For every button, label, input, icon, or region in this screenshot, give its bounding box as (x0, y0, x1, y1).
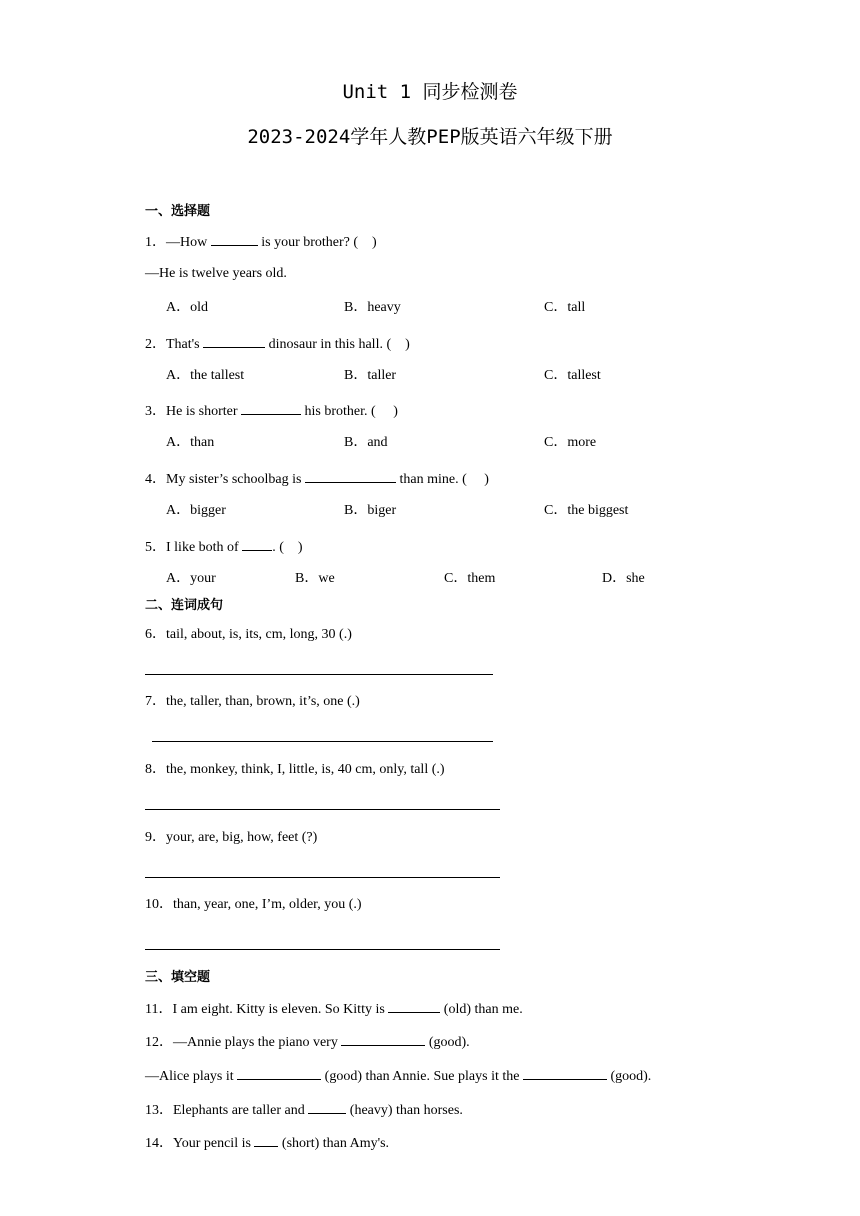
option-a[interactable]: A．bigger (166, 503, 226, 518)
question-text-before: That's (166, 337, 200, 352)
question-text: the, monkey, think, I, little, is, 40 cm, only, tall (.) (166, 762, 445, 777)
answer-blank[interactable] (523, 1065, 607, 1080)
question-text-after: his brother. ( ) (304, 404, 398, 419)
answer-blank[interactable] (308, 1099, 346, 1114)
question-number: 14． (145, 1136, 173, 1151)
answer-blank[interactable] (211, 231, 258, 246)
answer-line[interactable] (145, 674, 493, 675)
option-b[interactable]: B．biger (344, 503, 397, 518)
question-text: tail, about, is, its, cm, long, 30 (.) (166, 627, 352, 642)
option-a[interactable]: A．old (166, 300, 208, 315)
question-9 (145, 829, 317, 847)
option-c[interactable]: C．the biggest (544, 503, 629, 518)
answer-blank[interactable] (241, 400, 301, 415)
question-12 (145, 1031, 470, 1052)
question-number: 10． (145, 897, 173, 912)
question-text-after: dinosaur in this hall. ( ) (268, 337, 410, 352)
answer-blank[interactable] (254, 1132, 278, 1147)
question-text-after: (heavy) than horses. (349, 1103, 463, 1118)
page-title: Unit 1 同步检测卷 (342, 81, 518, 103)
question-text: the, taller, than, brown, it’s, one (.) (166, 694, 360, 709)
option-a[interactable]: A．than (166, 435, 215, 450)
question-number: 13． (145, 1103, 173, 1118)
option-c[interactable]: C．tallest (544, 368, 601, 383)
question-text: (good) than Annie. Sue plays it the (324, 1069, 520, 1084)
question-text: your, are, big, how, feet (?) (166, 830, 318, 845)
option-b[interactable]: B．and (344, 435, 388, 450)
question-number: 12． (145, 1035, 173, 1050)
question-14 (145, 1132, 389, 1153)
question-text-before: I like both of (166, 540, 239, 555)
answer-line[interactable] (145, 809, 500, 810)
option-d[interactable]: D．she (602, 571, 645, 586)
question-1 (145, 231, 377, 252)
question-text-before: Elephants are taller and (173, 1103, 305, 1118)
question-number: 8． (145, 762, 166, 777)
option-c[interactable]: C．more (544, 435, 597, 450)
question-text-before: My sister’s schoolbag is (166, 472, 302, 487)
question-text-before: —How (166, 235, 208, 250)
option-b[interactable]: B．heavy (344, 300, 401, 315)
option-c[interactable]: C．tall (544, 300, 586, 315)
question-text-after: is your brother? ( ) (261, 235, 377, 250)
question-11 (145, 998, 523, 1019)
question-number: 11． (145, 1002, 173, 1017)
question-6 (145, 626, 352, 644)
question-number: 4． (145, 472, 166, 487)
question-text-before: Your pencil is (173, 1136, 251, 1151)
question-number: 2． (145, 337, 166, 352)
question-text-after: . ( ) (272, 540, 303, 555)
page-subtitle: 2023-2024学年人教PEP版英语六年级下册 (247, 126, 613, 148)
section-heading-fill: 三、填空题 (145, 970, 211, 985)
question-2 (145, 333, 410, 354)
option-a[interactable]: A．the tallest (166, 368, 245, 383)
question-text: than, year, one, I’m, older, you (.) (173, 897, 362, 912)
question-text-before: I am eight. Kitty is eleven. So Kitty is (172, 1002, 385, 1017)
question-number: 1． (145, 235, 166, 250)
question-number: 9． (145, 830, 166, 845)
question-text-before: He is shorter (166, 404, 238, 419)
question-1-follow: —He is twelve years old. (145, 266, 287, 281)
answer-blank[interactable] (305, 468, 396, 483)
answer-blank[interactable] (341, 1031, 425, 1046)
question-8 (145, 761, 445, 779)
answer-blank[interactable] (203, 333, 265, 348)
question-number: 5． (145, 540, 166, 555)
option-c[interactable]: C．them (444, 571, 496, 586)
option-b[interactable]: B．we (295, 571, 335, 586)
answer-blank[interactable] (237, 1065, 321, 1080)
answer-blank[interactable] (388, 998, 440, 1013)
answer-line[interactable] (145, 949, 500, 950)
question-text: (good). (610, 1069, 652, 1084)
question-number: 3． (145, 404, 166, 419)
question-number: 6． (145, 627, 166, 642)
answer-line[interactable] (145, 877, 500, 878)
question-3 (145, 400, 398, 421)
question-text: —Alice plays it (145, 1069, 234, 1084)
question-4 (145, 468, 489, 489)
option-b[interactable]: B．taller (344, 368, 397, 383)
section-heading-choice: 一、选择题 (145, 204, 211, 219)
answer-blank[interactable] (242, 536, 272, 551)
question-10 (145, 896, 362, 914)
question-12-cont (145, 1065, 651, 1086)
answer-line[interactable] (152, 741, 493, 742)
question-text-after: than mine. ( ) (399, 472, 489, 487)
question-7 (145, 693, 360, 711)
section-heading-sentences: 二、连词成句 (145, 598, 224, 613)
question-text-after: (old) than me. (443, 1002, 523, 1017)
question-number: 7． (145, 694, 166, 709)
question-text-after: (good). (428, 1035, 470, 1050)
option-a[interactable]: A．your (166, 571, 216, 586)
question-13 (145, 1099, 463, 1120)
question-text-before: —Annie plays the piano very (173, 1035, 338, 1050)
question-5 (145, 536, 303, 557)
question-text-after: (short) than Amy's. (281, 1136, 390, 1151)
